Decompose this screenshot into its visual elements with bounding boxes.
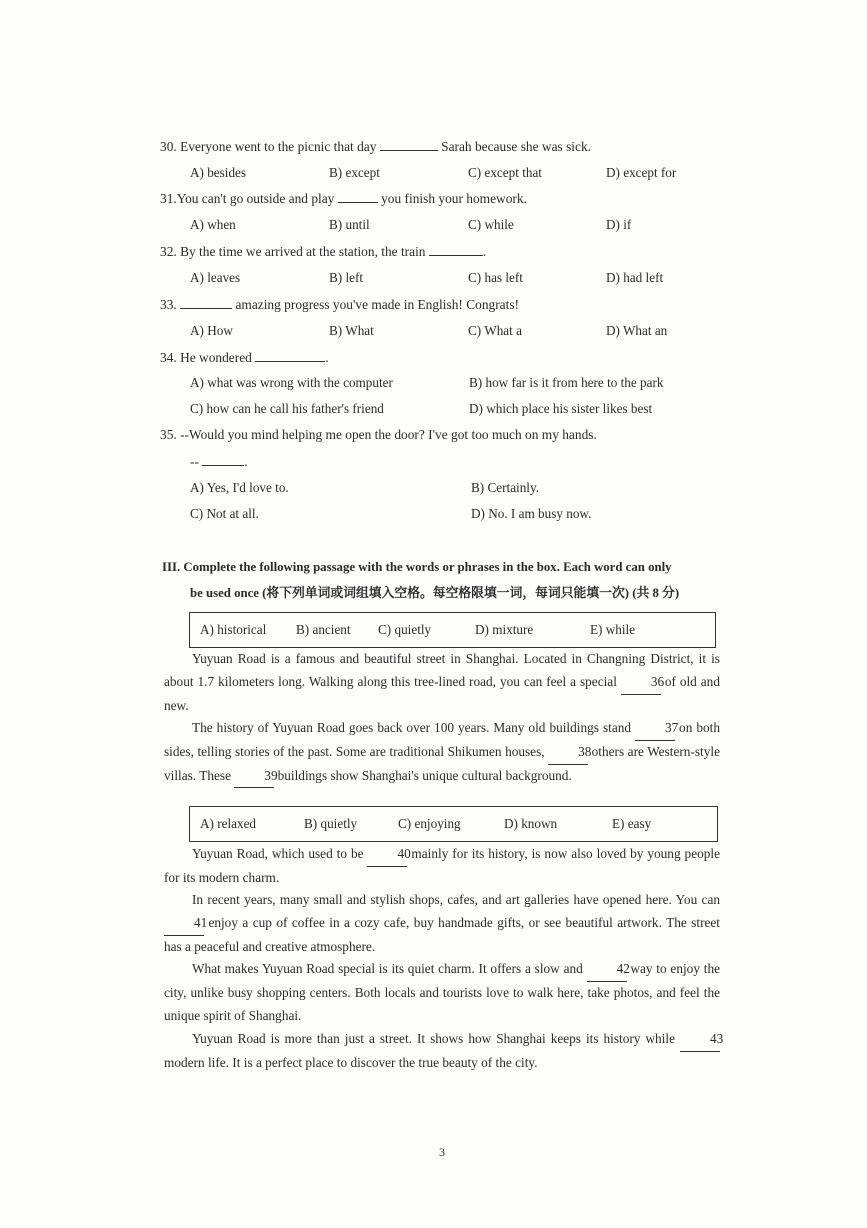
option-a: A) besides (190, 165, 247, 180)
word-option: D) known (504, 816, 558, 831)
question-text: 32. By the time we arrived at the station, the train (160, 244, 426, 259)
passage-text: modern life. It is a perfect place to discover the true beauty of the city. (164, 1054, 538, 1070)
passage-text: on both sides, telling stories of the past. Some are traditional Shikumen houses, (164, 720, 720, 759)
reply-dash: -- (190, 454, 199, 469)
passage-text: The history of Yuyuan Road goes back over 100 years. Many old buildings stand (192, 720, 632, 735)
question-35: 35. --Would you mind helping me open the door? I've got too much on my hands. (160, 427, 597, 442)
reply-line: -- . (190, 454, 248, 469)
passage-text: enjoy a cup of coffee in a cozy cafe, buy handmade gifts, or see beautiful artwork. The street has a peaceful and creative atmosphere. (164, 914, 720, 954)
option-c: C) has left (468, 270, 523, 285)
blank-37: 37 (635, 717, 675, 741)
blank-43: 43 (680, 1028, 720, 1052)
question-30 (160, 138, 591, 156)
blank-38: 38 (548, 741, 588, 765)
option-c: C) Not at all. (190, 506, 259, 521)
question-text: amazing progress you've made in English! Congrats! (235, 297, 520, 312)
passage-text: In recent years, many small and stylish shops, cafes, and art galleries have opened here. You can (192, 892, 720, 907)
passage-paragraph-3 (164, 843, 720, 890)
passage-text: Yuyuan Road is a famous and beautiful street in Shanghai. Located in Changning District, it is about 1.7 kilometers long. Walking along this tree-lined road, you can feel a special (164, 651, 720, 689)
option-d: D) except for (606, 165, 677, 180)
option-b: B) how far is it from here to the park (469, 375, 664, 390)
blank-36: 36 (621, 671, 661, 695)
question-text: . (482, 244, 487, 259)
option-a: A) How (190, 323, 233, 338)
blank-42: 42 (587, 958, 627, 982)
question-31 (160, 190, 527, 208)
passage-text: Yuyuan Road, which used to be (192, 846, 364, 861)
page-number: 3 (439, 1145, 445, 1159)
question-text: you finish your homework. (381, 191, 527, 206)
option-b: B) What (329, 323, 374, 338)
passage-text: Yuyuan Road is more than just a street. It shows how Shanghai keeps its history while (192, 1031, 675, 1046)
blank-40: 40 (367, 843, 407, 867)
option-b: B) Certainly. (471, 480, 539, 495)
answer-blank (255, 349, 325, 362)
question-text: 31.You can't go outside and play (160, 191, 335, 206)
passage-text: of old and new. (164, 673, 720, 713)
question-text: 30. Everyone went to the picnic that day (160, 139, 377, 154)
question-33 (160, 296, 519, 314)
option-d: D) had left (606, 270, 664, 285)
question-text: . (325, 350, 329, 365)
word-box-1 (189, 612, 716, 648)
passage-paragraph-5 (164, 958, 720, 1027)
option-d: D) No. I am busy now. (471, 506, 592, 521)
option-c: C) What a (468, 323, 522, 338)
blank-39: 39 (234, 765, 274, 789)
answer-blank (380, 138, 438, 151)
option-b: B) except (329, 165, 380, 180)
option-a: A) what was wrong with the computer (190, 375, 393, 390)
word-option: A) historical (200, 622, 267, 637)
option-a: A) Yes, I'd love to. (190, 480, 289, 495)
section-title: III. Complete the following passage with the words or phrases in the box. Each word can only (162, 560, 672, 574)
option-d: D) What an (606, 323, 668, 338)
option-d: D) if (606, 217, 632, 232)
option-d: D) which place his sister likes best (469, 401, 653, 416)
section-title-cont: be used once (将下列单词或词组填入空格。每空格限填一词，每词只能填一次) (共 8 分) (190, 586, 680, 600)
word-option: A) relaxed (200, 816, 257, 831)
word-option: E) while (590, 622, 636, 637)
passage-text: buildings show Shanghai's unique cultural background. (277, 767, 572, 783)
option-a: A) when (190, 217, 236, 232)
passage-paragraph-4 (164, 889, 720, 958)
option-a: A) leaves (190, 270, 241, 285)
answer-blank (338, 190, 378, 203)
question-text: 33. (160, 297, 177, 312)
question-text: Sarah because she was sick. (441, 139, 591, 154)
word-option: C) quietly (378, 622, 432, 637)
answer-blank (180, 296, 232, 309)
option-b: B) until (329, 217, 370, 232)
option-b: B) left (329, 270, 364, 285)
word-option: B) quietly (304, 816, 358, 831)
blank-41: 41 (164, 912, 204, 936)
passage-text: mainly for its history, is now also loved by young people for its modern charm. (164, 846, 720, 885)
passage-text: others are Western-style villas. These (164, 743, 720, 783)
passage-text: What makes Yuyuan Road special is its quiet charm. It offers a slow and (192, 961, 583, 976)
answer-blank (202, 453, 244, 466)
question-32 (160, 243, 486, 261)
passage-paragraph-1 (164, 648, 720, 717)
passage-paragraph-2 (164, 717, 720, 788)
passage-text: way to enjoy the city, unlike busy shopping centers. Both locals and tourists love to walk here, take photos, and feel the unique spirit of Shanghai. (164, 961, 720, 1023)
option-c: C) except that (468, 165, 542, 180)
word-option: D) mixture (475, 622, 534, 637)
answer-blank (429, 243, 483, 256)
option-c: C) how can he call his father's friend (190, 401, 384, 416)
word-option: B) ancient (296, 622, 351, 637)
option-c: C) while (468, 217, 514, 232)
word-option: C) enjoying (398, 816, 461, 831)
passage-paragraph-6 (164, 1028, 724, 1075)
question-text: 34. He wondered (160, 350, 252, 365)
word-box-2 (189, 806, 718, 842)
question-34 (160, 349, 329, 367)
word-option: E) easy (612, 816, 652, 831)
